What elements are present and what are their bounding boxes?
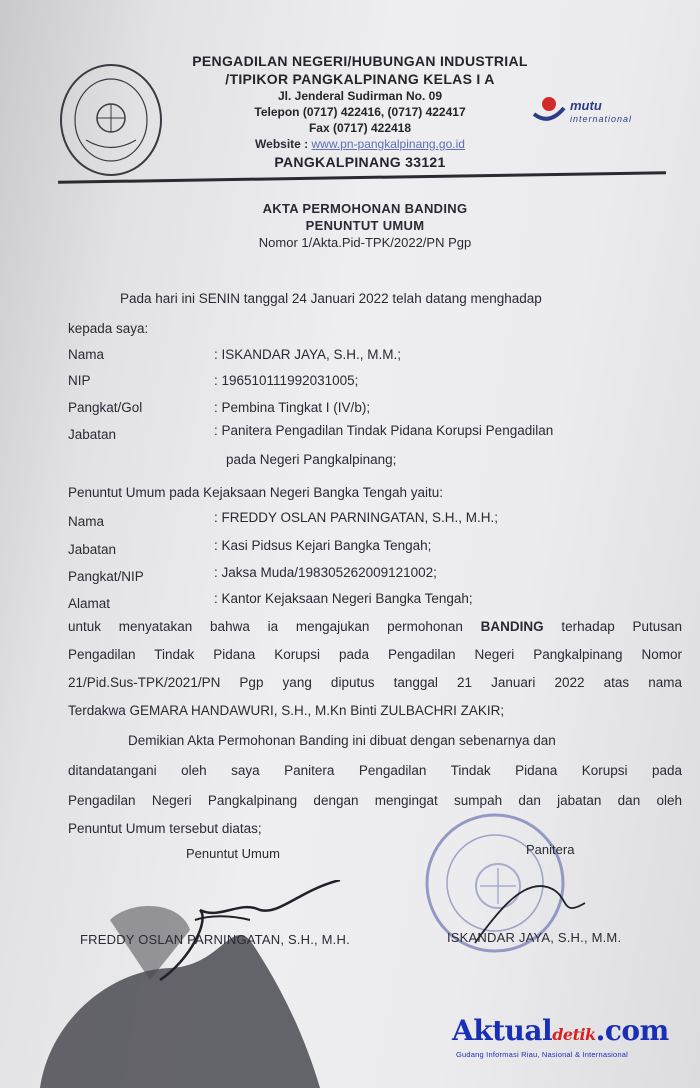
panitera-nip-value: : 196510111992031005;	[214, 373, 359, 388]
intro-line1: Pada hari ini SENIN tanggal 24 Januari 2022 telah datang menghadap	[120, 291, 542, 306]
statement-line1-start: untuk menyatakan bahwa ia mengajukan permohonan	[68, 619, 481, 634]
mutu-word: mutu	[570, 98, 602, 113]
brand-main: Aktual	[452, 1014, 553, 1047]
penuntut-alamat-value: : Kantor Kejaksaan Negeri Bangka Tengah;	[214, 591, 473, 606]
penuntut-jabatan-value: : Kasi Pidsus Kejari Bangka Tengah;	[214, 538, 432, 553]
aktualdetik-watermark	[452, 1014, 682, 1064]
mutu-international-logo	[532, 92, 662, 142]
panitera-nama-label: Nama	[68, 347, 105, 362]
court-name-line2: /TIPIKOR PANGKALPINANG KELAS I A	[225, 71, 495, 87]
letterhead	[150, 52, 570, 171]
penuntut-intro: Penuntut Umum pada Kejaksaan Negeri Bangka Tengah yaitu:	[68, 485, 443, 500]
panitera-nip-label: NIP	[68, 373, 91, 388]
right-signatory-name: ISKANDAR JAYA, S.H., M.M.	[447, 930, 622, 945]
court-website	[150, 136, 570, 153]
statement-line1-end: terhadap Putusan	[543, 619, 682, 634]
statement-line2: Pengadilan Tindak Pidana Korupsi pada Pengadilan Negeri Pangkalpinang Nomor	[68, 647, 682, 662]
panitera-jabatan-value1: : Panitera Pengadilan Tindak Pidana Korupsi Pengadilan	[214, 423, 554, 438]
penuntut-pangkat-value: : Jaksa Muda/198305262009121002;	[214, 565, 437, 580]
left-signatory-name: FREDDY OSLAN PARNINGATAN, S.H., M.H.	[80, 932, 350, 947]
panitera-jabatan-label: Jabatan	[68, 427, 117, 442]
statement-line3: 21/Pid.Sus-TPK/2021/PN Pgp yang diputus tanggal 21 Januari 2022 atas nama	[68, 675, 682, 690]
court-address: Jl. Jenderal Sudirman No. 09	[277, 89, 443, 103]
panitera-jabatan-value2: pada Negeri Pangkalpinang;	[226, 452, 397, 467]
watermark-tagline: Gudang Informasi Riau, Nasional & Internasional	[456, 1050, 628, 1059]
panitera-pangkat-value: : Pembina Tingkat I (IV/b);	[214, 400, 371, 415]
penuntut-jabatan-label: Jabatan	[68, 542, 117, 557]
court-city: PANGKALPINANG 33121	[274, 154, 446, 170]
penuntut-nama-label: Nama	[68, 514, 105, 529]
statement-line4: Terdakwa GEMARA HANDAWURI, S.H., M.Kn Binti ZULBACHRI ZAKIR;	[68, 703, 505, 718]
court-phone: Telepon (0717) 422416, (0717) 422417	[254, 105, 466, 119]
left-signature-label: Penuntut Umum	[186, 846, 280, 861]
closing-line1: Demikian Akta Permohonan Banding ini dibuat dengan sebenarnya dan	[128, 733, 556, 748]
penuntut-alamat-label: Alamat	[68, 596, 111, 611]
mutu-swoosh-icon	[532, 92, 566, 126]
panitera-nama-value: : ISKANDAR JAYA, S.H., M.M.;	[214, 347, 402, 362]
panitera-pangkat-label: Pangkat/Gol	[68, 400, 143, 415]
court-fax: Fax (0717) 422418	[308, 121, 412, 135]
mutu-subtitle: international	[570, 114, 633, 124]
title-line1: AKTA PERMOHONAN BANDING	[262, 201, 468, 216]
penuntut-pangkat-label: Pangkat/NIP	[68, 569, 144, 584]
closing-line4: Penuntut Umum tersebut diatas;	[68, 821, 262, 836]
closing-line2: ditandatangani oleh saya Panitera Pengadilan Tindak Pidana Korupsi pada	[68, 763, 682, 778]
watermark-brand	[452, 1014, 669, 1047]
court-name-line1: PENGADILAN NEGERI/HUBUNGAN INDUSTRIAL	[192, 53, 528, 69]
right-signature-label: Panitera	[526, 842, 575, 857]
closing-line3: Pengadilan Negeri Pangkalpinang dengan mengingat sumpah dan jabatan dan oleh	[68, 793, 682, 808]
brand-detik: detik	[552, 1025, 596, 1044]
penuntut-nama-value: : FREDDY OSLAN PARNINGATAN, S.H., M.H.;	[214, 510, 499, 525]
brand-com: .com	[595, 1014, 669, 1047]
document-title	[200, 200, 530, 252]
website-label: Website :	[255, 137, 312, 151]
website-link[interactable]: www.pn-pangkalpinang.go.id	[311, 137, 465, 151]
intro-line2: kepada saya:	[68, 321, 149, 336]
document-number: Nomor 1/Akta.Pid-TPK/2022/PN Pgp	[258, 235, 472, 250]
banding-keyword: BANDING	[480, 619, 544, 634]
statement-line1	[68, 618, 682, 636]
title-line2: PENUNTUT UMUM	[305, 218, 425, 233]
